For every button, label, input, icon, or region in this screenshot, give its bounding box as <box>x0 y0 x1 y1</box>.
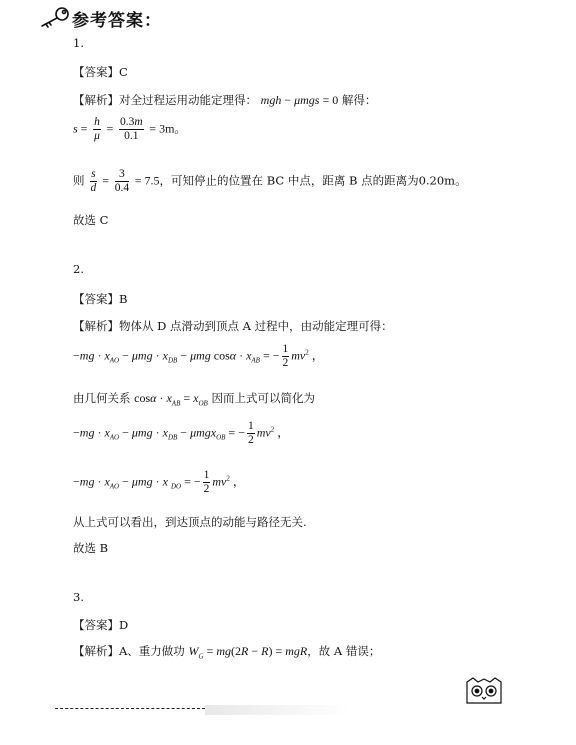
q2-analysis-label: 【解析】 <box>73 319 119 333</box>
q2-answer-line <box>73 291 127 307</box>
q1-answer-line <box>73 64 128 80</box>
q2-analysis-intro: 物体从 D 点滑动到顶点 A 过程中，由动能定理可得： <box>119 319 393 333</box>
q1-answer-label: 【答案】 <box>73 65 119 79</box>
q3-number: 3. <box>73 590 84 604</box>
owl-icon <box>464 676 504 706</box>
q1-line2-end: 。 <box>174 121 186 136</box>
q1-analysis-intro: 对全过程运用动能定理得： <box>119 93 257 107</box>
q3-answer-line <box>73 617 128 633</box>
q2-conclusion: 故选 B <box>73 541 109 555</box>
footer-fade <box>205 705 445 715</box>
q2-answer-label: 【答案】 <box>73 292 119 306</box>
q3-answer-label: 【答案】 <box>73 618 119 632</box>
q2-equation-2: $-mg \cdot x_{AO} - \mu mg \cdot x_{DB} - \mu mgx_{OB}$ = − $\frac{1}{2}$ $mv^2$ ， <box>73 420 290 446</box>
q2-geom-prefix: 由几何关系 <box>73 391 131 405</box>
q3-analysis-line: 【解析】A、重力做功 $W_G = mg(2R - R)$ = mgR，故 A 错误； <box>73 644 381 661</box>
q1-analysis-line <box>73 92 376 108</box>
q1-ratio-line: 则 $\frac{s}{d}$ = $\frac{3}{0.4}$ = 7.5，可知停止的位置在 BC 中点，距离 B 点的距离为0.20m。 <box>73 168 467 194</box>
page-title: 参考答案： <box>72 11 162 31</box>
footer-dashed-line <box>55 708 205 709</box>
q2-equation-3: $-mg \cdot x_{AO} - \mu mg \cdot x$ $_{DO}$ = − $\frac{1}{2}$ $mv^2$ ， <box>73 469 245 495</box>
q1-analysis-label: 【解析】 <box>73 93 119 107</box>
q2-geom-suffix: 因而上式可以简化为 <box>211 391 315 405</box>
q2-geometry-line: 由几何关系 $\cos\alpha \cdot x_{AB} = x_{OB}$ 因而上式可以简化为 <box>73 391 315 408</box>
q1-answer-value: C <box>119 65 128 79</box>
q1-energy-equation: mgh − μmgs = 0 <box>260 93 339 107</box>
key-icon <box>36 5 72 29</box>
q2-comment: 从上式可以看出，到达顶点的动能与路径无关. <box>73 515 307 529</box>
q2-analysis-line <box>73 318 393 334</box>
q2-answer-value: B <box>119 292 128 306</box>
q1-line3-prefix: 则 <box>73 173 85 188</box>
q1-analysis-intro-end: 解得： <box>341 93 377 107</box>
q1-formula-s: s = $\frac{h}{\mu}$ = $\frac{0.3m}{0.1}$ = 3m。 <box>73 116 186 142</box>
q2-equation-1: $-mg \cdot x_{AO} - \mu mg \cdot x_{DB} - \mu mg$ $\cos\alpha \cdot x_{AB}$ = − $\frac{1}{2}$ $mv^2$ ， <box>73 343 324 369</box>
q2-number: 2. <box>73 262 84 276</box>
q3-analysis-label: 【解析】 <box>73 644 119 658</box>
q1-number: 1. <box>73 36 84 50</box>
q3-analysis-text-b: ，故 A 错误； <box>307 644 381 658</box>
q3-answer-value: D <box>119 618 129 632</box>
q3-analysis-text-a: A、重力做功 <box>119 644 185 658</box>
q1-line3-text: ，可知停止的位置在 BC 中点，距离 B 点的距离为0.20m。 <box>159 173 467 188</box>
q1-conclusion: 故选 C <box>73 213 109 227</box>
